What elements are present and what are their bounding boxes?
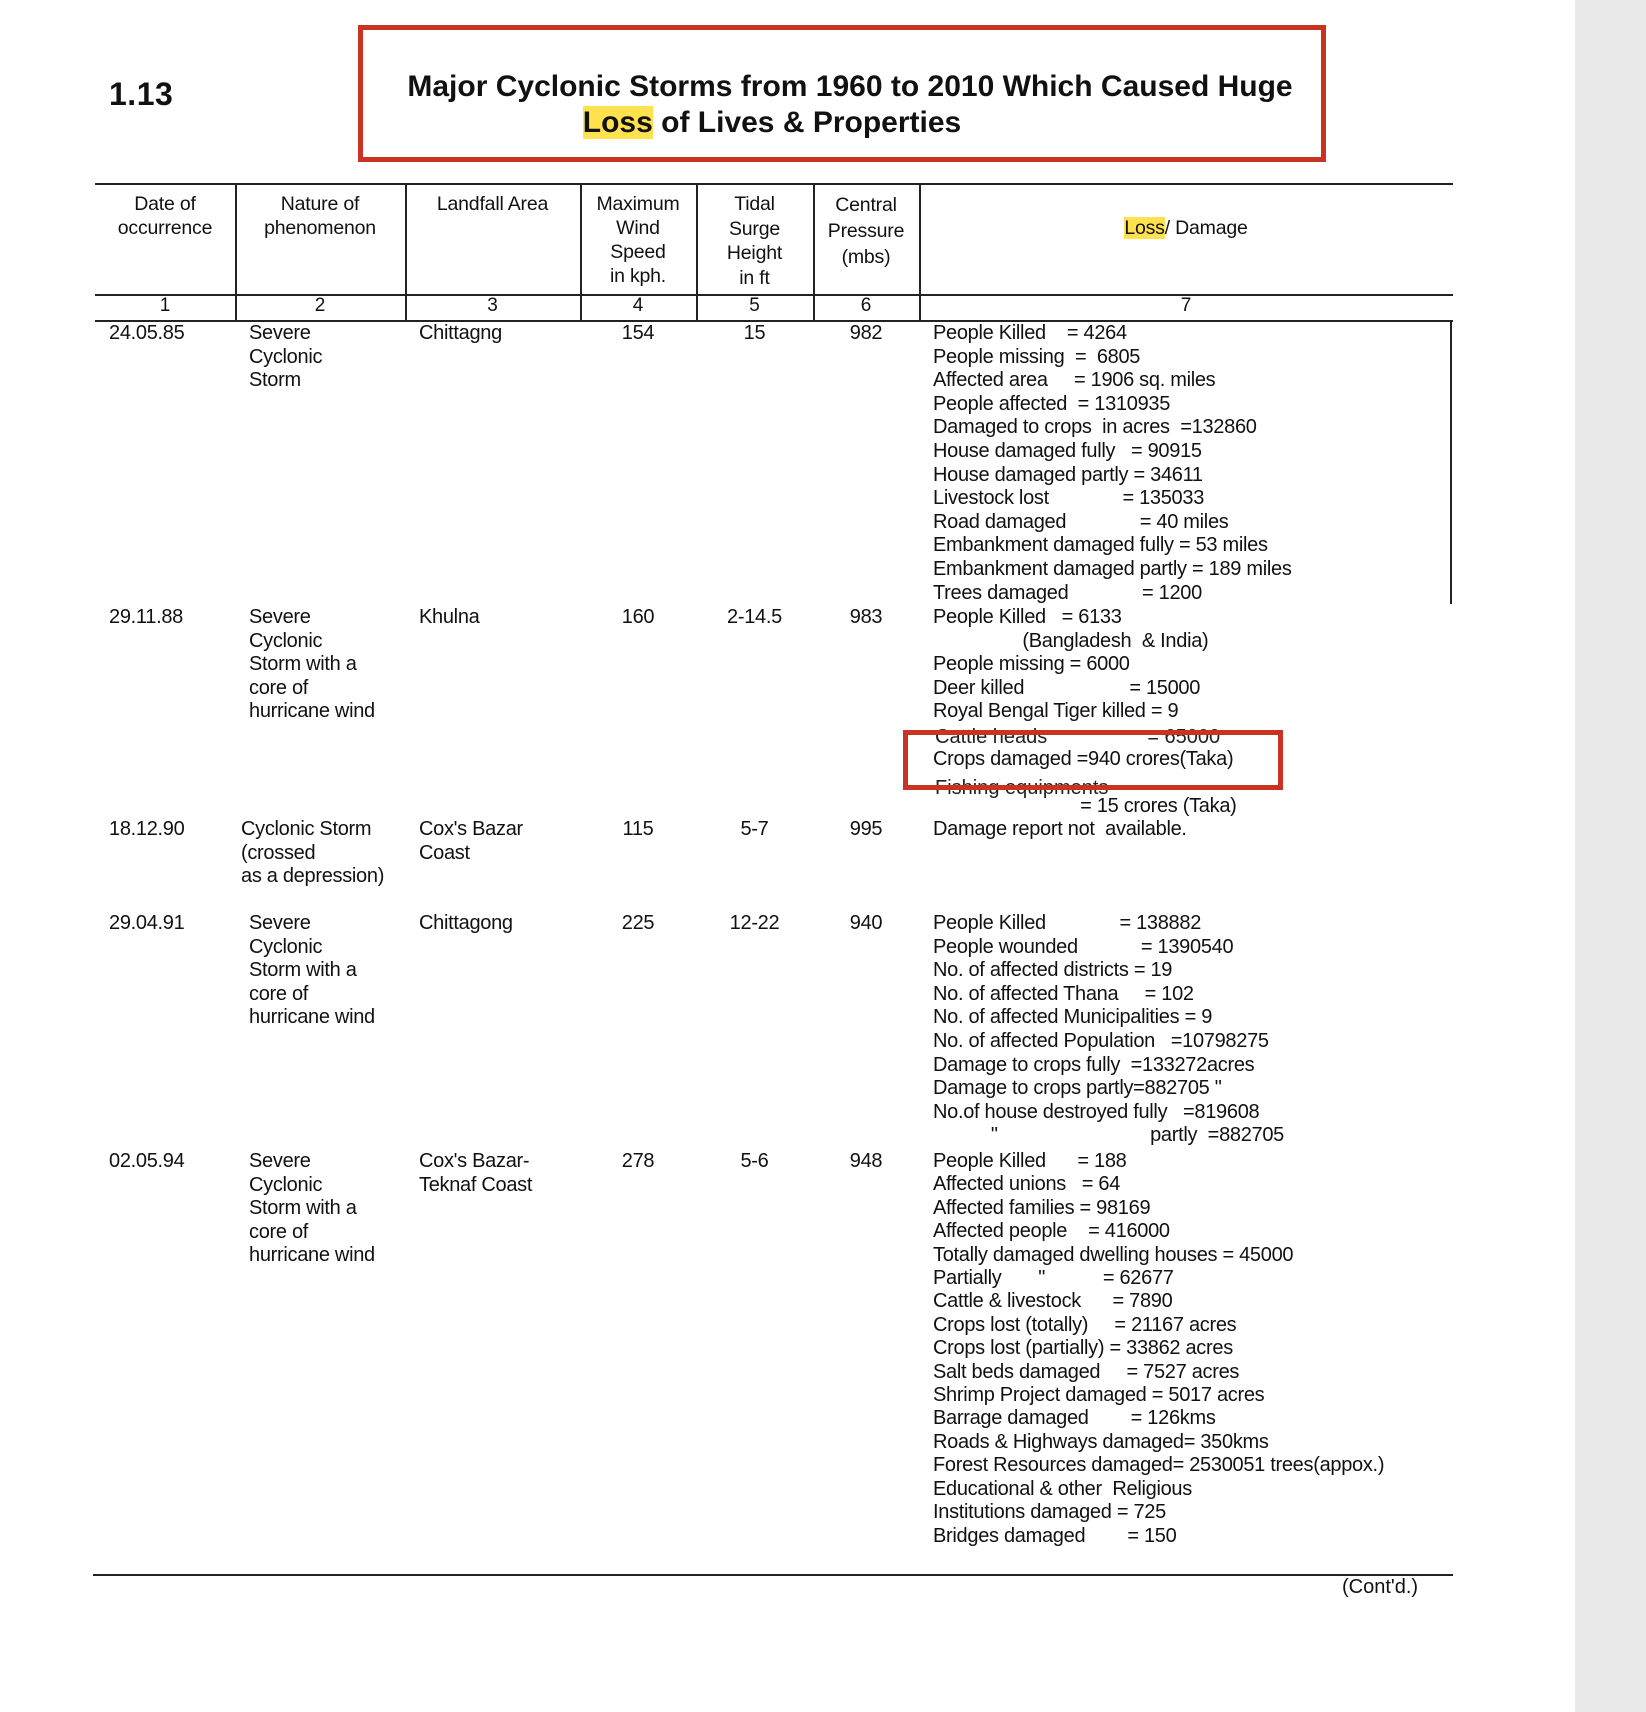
row3-surge: 5-7 [740, 818, 769, 840]
row2-pressure: 983 [849, 606, 883, 628]
row2-date: 29.11.88 [109, 606, 183, 628]
header-loss-rest: / Damage [1164, 217, 1248, 239]
row4-date: 29.04.91 [109, 912, 185, 934]
scrollbar-track[interactable] [1575, 0, 1646, 1712]
crops-damaged-callout-box [903, 730, 1283, 799]
header-date: Date of occurrence [117, 193, 213, 239]
row3-pressure: 995 [849, 818, 883, 840]
column-number-3: 3 [487, 295, 498, 316]
row4-landfall: Chittagong [419, 912, 513, 934]
column-number-5: 5 [749, 295, 760, 316]
header-nature: Nature of phenomenon [264, 193, 376, 239]
row1-landfall: Chittagng [419, 322, 502, 344]
row5-nature: Severe Cyclonic Storm with a core of hurricane wind [249, 1150, 375, 1267]
row5-loss: People Killed = 188 Affected unions = 64 Affected families = 98169 Affected people = 416000 Totally damaged dwelling houses = 45000 Partially " = 62677 Cattle & livestock = 7890 Crops lost (totally) = 21167 acres Crops lost (partially) = 33862 acres Salt beds damaged = 7527 acres Shrimp Project damaged = 5017 acres Barrage damaged = 126kms Roads & Highways damaged= 350kms Forest Resources damaged= 2530051 trees(appox.) Educational & other Religious Institutions damaged = 725 Bridges damaged = 150 [933, 1150, 1385, 1547]
row4-pressure: 940 [849, 912, 883, 934]
column-number-2: 2 [314, 295, 326, 316]
column-number-7: 7 [1180, 295, 1192, 316]
row3-loss: Damage report not available. [933, 818, 1187, 840]
header-surge: Tidal Surge Height in ft [726, 193, 783, 289]
row2-loss-part2: = 15 crores (Taka) [933, 795, 1237, 817]
column-number-4: 4 [632, 295, 644, 316]
row2-surge: 2-14.5 [727, 606, 782, 628]
row2-nature: Severe Cyclonic Storm with a core of hurricane wind [249, 606, 375, 723]
header-wind: Maximum Wind Speed in kph. [596, 193, 680, 287]
row4-nature: Severe Cyclonic Storm with a core of hurricane wind [249, 912, 375, 1029]
right-border-first-row [1450, 320, 1452, 604]
title-line-1: Major Cyclonic Storms from 1960 to 2010 Which Caused Huge [407, 70, 1293, 103]
row4-surge: 12-22 [729, 912, 780, 934]
row2-wind: 160 [621, 606, 655, 628]
row5-landfall: Cox's Bazar- Teknaf Coast [419, 1150, 533, 1196]
row2-fishing-cut: Fishing equipments [935, 777, 1109, 799]
row1-surge: 15 [743, 322, 766, 344]
header-loss [921, 192, 1451, 240]
header-pressure: Central Pressure (mbs) [827, 194, 905, 268]
header-landfall: Landfall Area [436, 193, 549, 215]
row5-date: 02.05.94 [109, 1150, 185, 1172]
row4-wind: 225 [621, 912, 655, 934]
row2-cattle-heads-cut: Cattle heads = 65000 [935, 726, 1221, 748]
row2-landfall: Khulna [419, 606, 480, 628]
row1-pressure: 982 [849, 322, 883, 344]
section-number: 1.13 [109, 76, 174, 112]
title-loss-highlight: Loss [582, 106, 653, 139]
column-number-1: 1 [159, 295, 171, 316]
row1-date: 24.05.85 [109, 322, 185, 344]
table-bottom-rule [93, 1574, 1453, 1576]
row5-surge: 5-6 [740, 1150, 769, 1172]
row5-wind: 278 [621, 1150, 655, 1172]
continued-note: (Cont'd.) [1342, 1576, 1419, 1598]
title-highlight-box [358, 25, 1326, 162]
row2-loss-part1: People Killed = 6133 (Bangladesh & India) People missing = 6000 Deer killed = 15000 Royal Bengal Tiger killed = 9 [933, 606, 1209, 723]
row3-landfall: Cox's Bazar Coast [419, 818, 523, 864]
row3-date: 18.12.90 [109, 818, 185, 840]
row5-pressure: 948 [849, 1150, 883, 1172]
row3-nature: Cyclonic Storm (crossed as a depression) [241, 818, 385, 888]
title-line-2 [293, 106, 1251, 140]
row3-wind: 115 [622, 818, 654, 840]
row1-nature: Severe Cyclonic Storm [249, 322, 323, 392]
header-loss-highlight: Loss [1124, 217, 1165, 239]
column-number-6: 6 [860, 295, 872, 316]
row1-wind: 154 [621, 322, 655, 344]
row4-loss: People Killed = 138882 People wounded = 1390540 No. of affected districts = 19 No. of affected Thana = 102 No. of affected Municipalities = 9 No. of affected Population =10798275 Damage to crops fully =133272acres Damage to crops partly=882705 " No.of house destroyed fully =819608 " partly =882705 [933, 912, 1285, 1147]
title-line-2-rest: of Lives & Properties [652, 106, 962, 139]
row2-crops-damaged: Crops damaged =940 crores(Taka) [933, 748, 1234, 770]
table-top-rule [95, 183, 1453, 185]
row1-loss: People Killed = 4264 People missing = 6805 Affected area = 1906 sq. miles People affected = 1310935 Damaged to crops in acres =132860 House damaged fully = 90915 House damaged partly = 34611 Livestock lost = 135033 Road damaged = 40 miles Embankment damaged fully = 53 miles Embankment damaged partly = 189 miles Trees damaged = 1200 [933, 322, 1292, 604]
